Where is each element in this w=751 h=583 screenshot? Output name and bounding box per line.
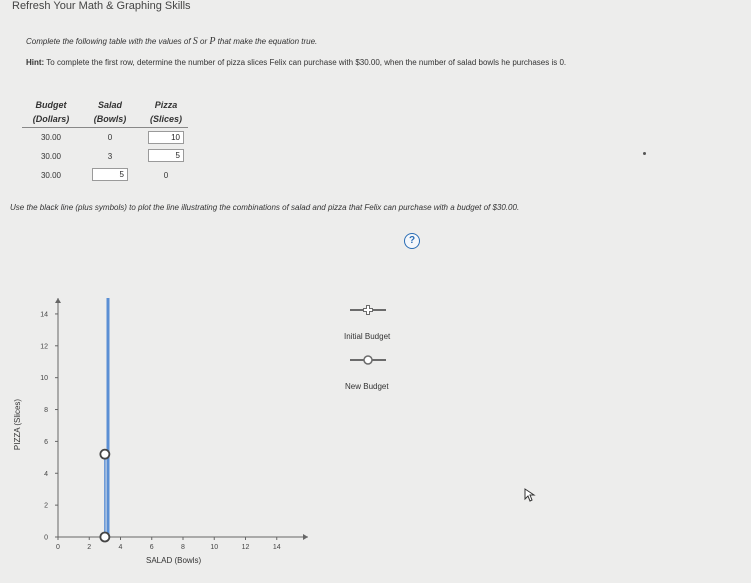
y-tick-label: 0 bbox=[44, 534, 48, 542]
row1-pizza-input[interactable]: 10 bbox=[148, 131, 184, 144]
y-tick-label: 4 bbox=[44, 470, 48, 478]
x-tick-label: 12 bbox=[241, 544, 250, 551]
y-tick-label: 12 bbox=[40, 343, 48, 351]
header-salad-line2: (Bowls) bbox=[93, 114, 127, 124]
row3-budget: 30.00 bbox=[40, 171, 62, 180]
legend-new-label: New Budget bbox=[345, 382, 389, 391]
header-pizza-line1: Pizza bbox=[154, 100, 178, 110]
row1-budget: 30.00 bbox=[40, 133, 62, 142]
x-axis-arrow-icon bbox=[303, 534, 308, 540]
row3-pizza: 0 bbox=[163, 171, 169, 180]
x-tick-label: 6 bbox=[149, 544, 154, 551]
row2-salad: 3 bbox=[107, 152, 113, 161]
row2-pizza-input[interactable]: 5 bbox=[148, 149, 184, 162]
header-pizza-line2: (Slices) bbox=[149, 114, 182, 124]
instructions-post: that make the equation true. bbox=[215, 37, 318, 46]
mouse-cursor-icon bbox=[524, 488, 536, 502]
legend-initial-symbol[interactable] bbox=[348, 302, 388, 318]
y-axis-arrow-icon bbox=[55, 298, 61, 303]
hint-label: Hint: bbox=[26, 58, 45, 67]
y-tick-label: 10 bbox=[40, 375, 48, 383]
header-budget-line2: (Dollars) bbox=[32, 114, 70, 124]
plot-instructions: Use the black line (plus symbols) to plot the line illustrating the combinations of salad and pizza that Felix can purchase with a budget of $30.00. bbox=[10, 203, 520, 212]
y-tick-label: 2 bbox=[44, 502, 48, 510]
row3-salad-input[interactable]: 5 bbox=[92, 168, 128, 181]
instructions-text bbox=[26, 36, 317, 47]
row2-budget: 30.00 bbox=[40, 152, 62, 161]
header-salad-line1: Salad bbox=[97, 100, 122, 110]
table-header-divider bbox=[22, 127, 188, 128]
hint-text bbox=[26, 56, 686, 69]
header-budget-line1: Budget bbox=[35, 100, 67, 110]
var-p: P bbox=[209, 36, 216, 47]
window-title: Refresh Your Math & Graphing Skills bbox=[12, 0, 191, 12]
row1-salad: 0 bbox=[107, 133, 113, 142]
x-tick-label: 2 bbox=[87, 544, 92, 551]
x-tick-label: 4 bbox=[118, 544, 123, 551]
hint-body: To complete the first row, determine the number of pizza slices Felix can purchase with $30.00, when the number of salad bowls he purchases is 0. bbox=[44, 58, 567, 67]
x-tick-label: 0 bbox=[56, 544, 60, 551]
budget-table bbox=[22, 98, 192, 188]
help-icon[interactable]: ? bbox=[404, 233, 420, 249]
x-tick-label: 8 bbox=[181, 544, 185, 551]
y-tick-label: 8 bbox=[44, 407, 48, 415]
y-axis-label: PIZZA (Slices) bbox=[13, 398, 23, 451]
series-point-circle[interactable] bbox=[100, 450, 109, 459]
y-tick-label: 6 bbox=[44, 438, 48, 446]
legend-initial-label: Initial Budget bbox=[344, 332, 391, 341]
x-tick-label: 14 bbox=[272, 544, 281, 551]
y-tick-label: 14 bbox=[40, 311, 48, 319]
x-axis-label: SALAD (Bowls) bbox=[146, 556, 202, 565]
instructions-mid: or bbox=[197, 37, 210, 46]
legend-new-symbol[interactable] bbox=[348, 352, 388, 368]
instructions-pre: Complete the following table with the values of bbox=[26, 37, 193, 46]
x-tick-label: 10 bbox=[210, 544, 219, 551]
stray-mark-icon bbox=[643, 152, 646, 155]
var-s: S bbox=[192, 36, 198, 47]
budget-chart[interactable] bbox=[0, 280, 420, 575]
series-point-circle[interactable] bbox=[100, 533, 109, 542]
